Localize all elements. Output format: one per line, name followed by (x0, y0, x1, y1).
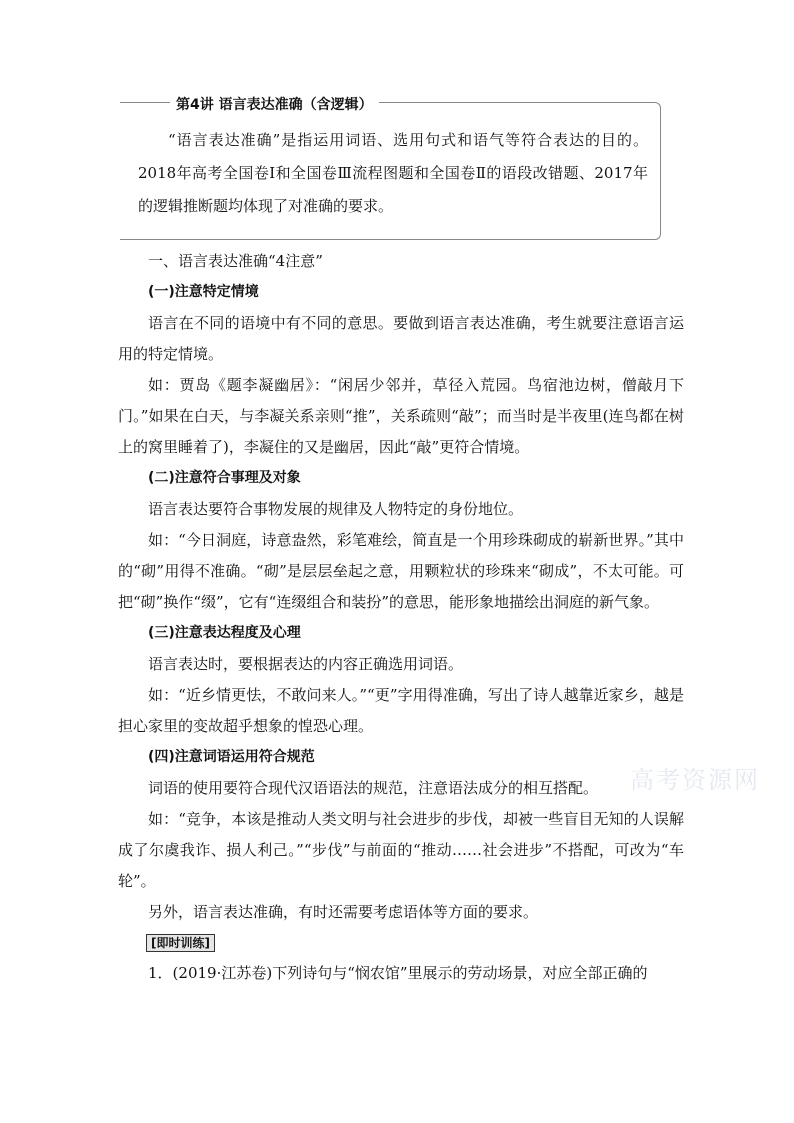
example-paragraph: 如：“竞争，本该是推动人类文明与社会进步的步伐，却被一些盲目无知的人误解成了尔虞我诈、损人利己。”“步伐”与前面的“推动……社会进步”不搭配，可改为“车轮”。 (118, 810, 684, 890)
practice-badge-row (118, 928, 684, 958)
question-1: 1．(2019·江苏卷)下列诗句与“悯农馆”里展示的劳动场景，对应全部正确的 (148, 964, 648, 982)
watermark: 高考资源网 (630, 766, 760, 794)
example-paragraph: 如：“近乡情更怯，不敢问来人。”“更”字用得准确，写出了诗人越靠近家乡，越是担心家里的变故超乎想象的惶恐心理。 (118, 686, 684, 735)
intro-paragraph: “语言表达准确”是指运用词语、选用句式和语气等符合表达的目的。2018年高考全国卷Ⅰ和全国卷Ⅲ流程图题和全国卷Ⅱ的语段改错题、2017年的逻辑推断题均体现了对准确的要求。 (138, 131, 648, 215)
paragraph: 词语的使用要符合现代汉语语法的规范，注意语法成分的相互搭配。 (148, 779, 599, 797)
lesson-title: 第4讲 语言表达准确（含逻辑） (170, 96, 379, 114)
paragraph: 语言表达时，要根据表达的内容正确选用词语。 (148, 655, 464, 673)
subsection-heading-3: (三)注意表达程度及心理 (148, 625, 301, 641)
note-paragraph: 另外，语言表达准确，有时还需要考虑语体等方面的要求。 (148, 903, 539, 921)
practice-badge: [即时训练] (146, 934, 215, 952)
example-paragraph: 如：“今日洞庭，诗意盎然，彩笔难绘，简直是一个用珍珠砌成的崭新世界。”其中的“砌”用得不准确。“砌”是层层垒起之意，用颗粒状的珍珠来“砌成”，不太可能。可把“砌”换作“缀”，它有“连缀组合和装扮”的意思，能形象地描绘出洞庭的新气象。 (118, 531, 684, 611)
subsection-heading-4: (四)注意词语运用符合规范 (148, 749, 315, 765)
paragraph: 语言表达要符合事物发展的规律及人物特定的身份地位。 (148, 500, 524, 518)
subsection-heading-1: (一)注意特定情境 (148, 284, 259, 300)
example-paragraph: 如：贾岛《题李凝幽居》：“闲居少邻并，草径入荒园。鸟宿池边树，僧敲月下门。”如果在白天，与李凝关系亲则“推”，关系疏则“敲”；而当时是半夜里(连鸟都在树上的窝里睡着了)，李凝住的又是幽居，因此“敲”更符合情境。 (118, 376, 684, 456)
section-heading: 一、语言表达准确“4注意” (148, 252, 323, 270)
main-content (118, 246, 684, 989)
subsection-heading-2: (二)注意符合事理及对象 (148, 470, 301, 486)
paragraph: 语言在不同的语境中有不同的意思。要做到语言表达准确，考生就要注意语言运用的特定情境。 (118, 314, 684, 363)
